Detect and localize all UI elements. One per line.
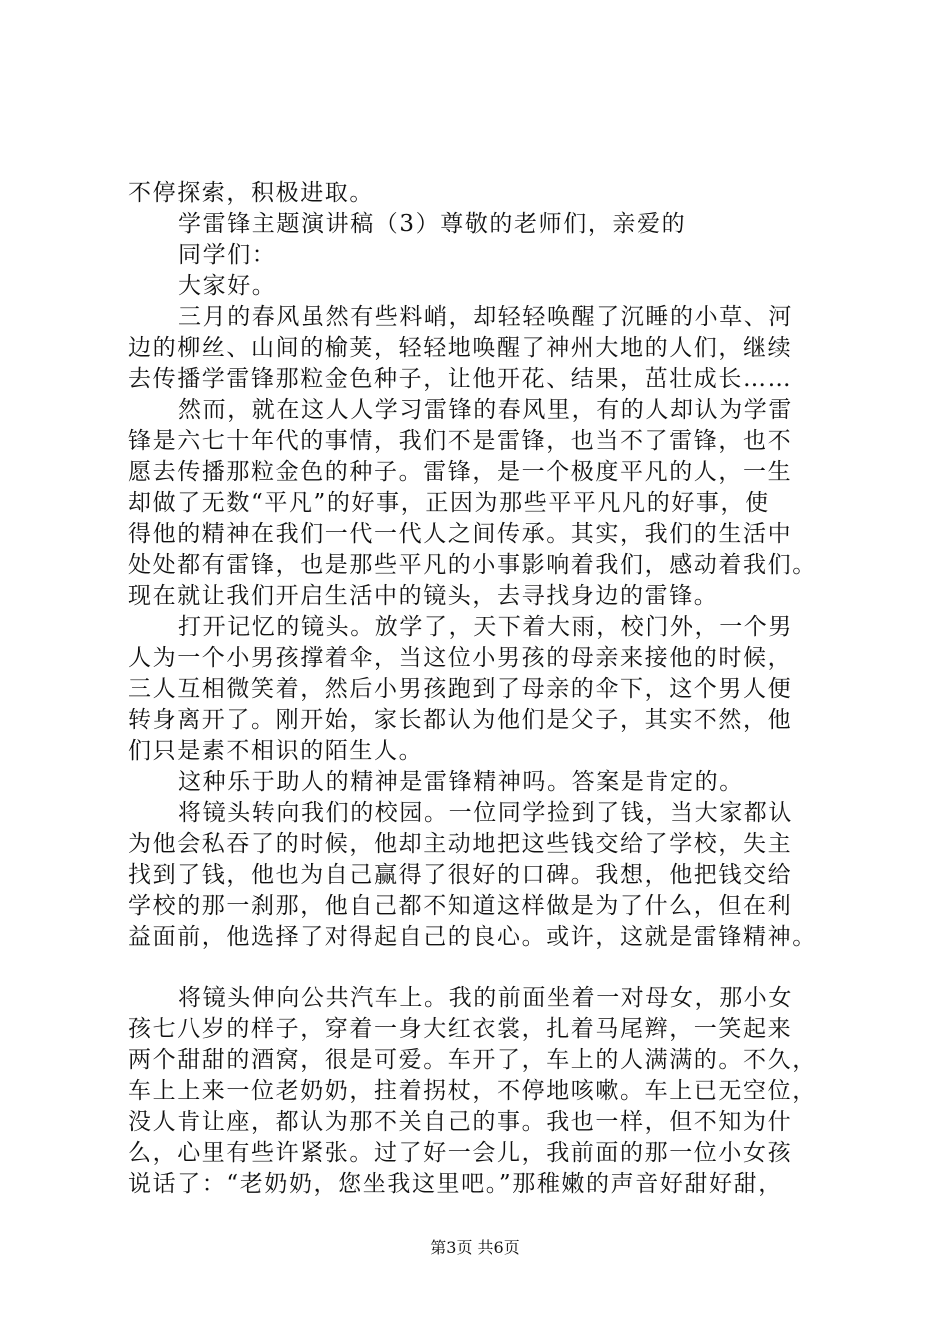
- text-line: 益面前，他选择了对得起自己的良心。或许，这就是雷锋精神。: [128, 924, 817, 950]
- text-line: 锋是六七十年代的事情，我们不是雷锋，也当不了雷锋，也不: [128, 428, 793, 454]
- text-line: 们只是素不相识的陌生人。: [128, 738, 424, 764]
- text-line: 不停探索，积极进取。: [128, 180, 374, 206]
- text-line: 三人互相微笑着，然后小男孩跑到了母亲的伞下，这个男人便: [128, 676, 793, 702]
- text-line: 愿去传播那粒金色的种子。雷锋，是一个极度平凡的人，一生: [128, 459, 793, 485]
- text-line: 去传播学雷锋那粒金色种子，让他开花、结果，茁壮成长……: [128, 366, 793, 392]
- text-line: 找到了钱，他也为自己赢得了很好的口碑。我想，他把钱交给: [128, 862, 793, 888]
- text-line: 这种乐于助人的精神是雷锋精神吗。答案是肯定的。: [178, 769, 744, 795]
- text-line: 学雷锋主题演讲稿（3）尊敬的老师们，亲爱的: [178, 211, 687, 237]
- text-line: 大家好。: [178, 273, 277, 299]
- text-line: 说话了：“老奶奶，您坐我这里吧。”那稚嫩的声音好甜好甜，: [128, 1171, 783, 1197]
- paragraph-gap: [128, 953, 852, 983]
- text-line: 处处都有雷锋，也是那些平凡的小事影响着我们，感动着我们。: [128, 552, 817, 578]
- text-line: 孩七八岁的样子，穿着一身大红衣裳，扎着马尾辫，一笑起来: [128, 1016, 793, 1042]
- text-line: 人为一个小男孩撑着伞，当这位小男孩的母亲来接他的时候，: [128, 645, 793, 671]
- text-line: 为他会私吞了的时候，他却主动地把这些钱交给了学校，失主: [128, 831, 793, 857]
- text-line: 然而，就在这人人学习雷锋的春风里，有的人却认为学雷: [178, 397, 793, 423]
- text-line: 转身离开了。刚开始，家长都认为他们是父子，其实不然，他: [128, 707, 793, 733]
- text-line: 边的柳丝、山间的榆荚，轻轻地唤醒了神州大地的人们，继续: [128, 335, 793, 361]
- document-body: [128, 178, 852, 1200]
- text-line: 将镜头伸向公共汽车上。我的前面坐着一对母女，那小女: [178, 985, 793, 1011]
- text-line: 么，心里有些许紧张。过了好一会儿，我前面的那一位小女孩: [128, 1140, 793, 1166]
- text-line: 没人肯让座，都认为那不关自己的事。我也一样，但不知为什: [128, 1109, 793, 1135]
- text-line: 却做了无数“平凡”的好事，正因为那些平平凡凡的好事，使: [128, 490, 770, 516]
- text-line: 打开记忆的镜头。放学了，天下着大雨，校门外，一个男: [178, 614, 793, 640]
- text-line: 三月的春风虽然有些料峭，却轻轻唤醒了沉睡的小草、河: [178, 304, 793, 330]
- text-line: 将镜头转向我们的校园。一位同学捡到了钱，当大家都认: [178, 800, 793, 826]
- text-line: 现在就让我们开启生活中的镜头，去寻找身边的雷锋。: [128, 583, 719, 609]
- text-line: 两个甜甜的酒窝，很是可爱。车开了，车上的人满满的。不久，: [128, 1047, 817, 1073]
- text-line: 学校的那一刹那，他自己都不知道这样做是为了什么，但在利: [128, 893, 793, 919]
- page-number-footer: 第3页 共6页: [430, 1238, 520, 1257]
- text-line: 得他的精神在我们一代一代人之间传承。其实，我们的生活中: [128, 521, 793, 547]
- text-line: 同学们：: [178, 242, 277, 268]
- text-line: 车上上来一位老奶奶，拄着拐杖，不停地咳嗽。车上已无空位，: [128, 1078, 817, 1104]
